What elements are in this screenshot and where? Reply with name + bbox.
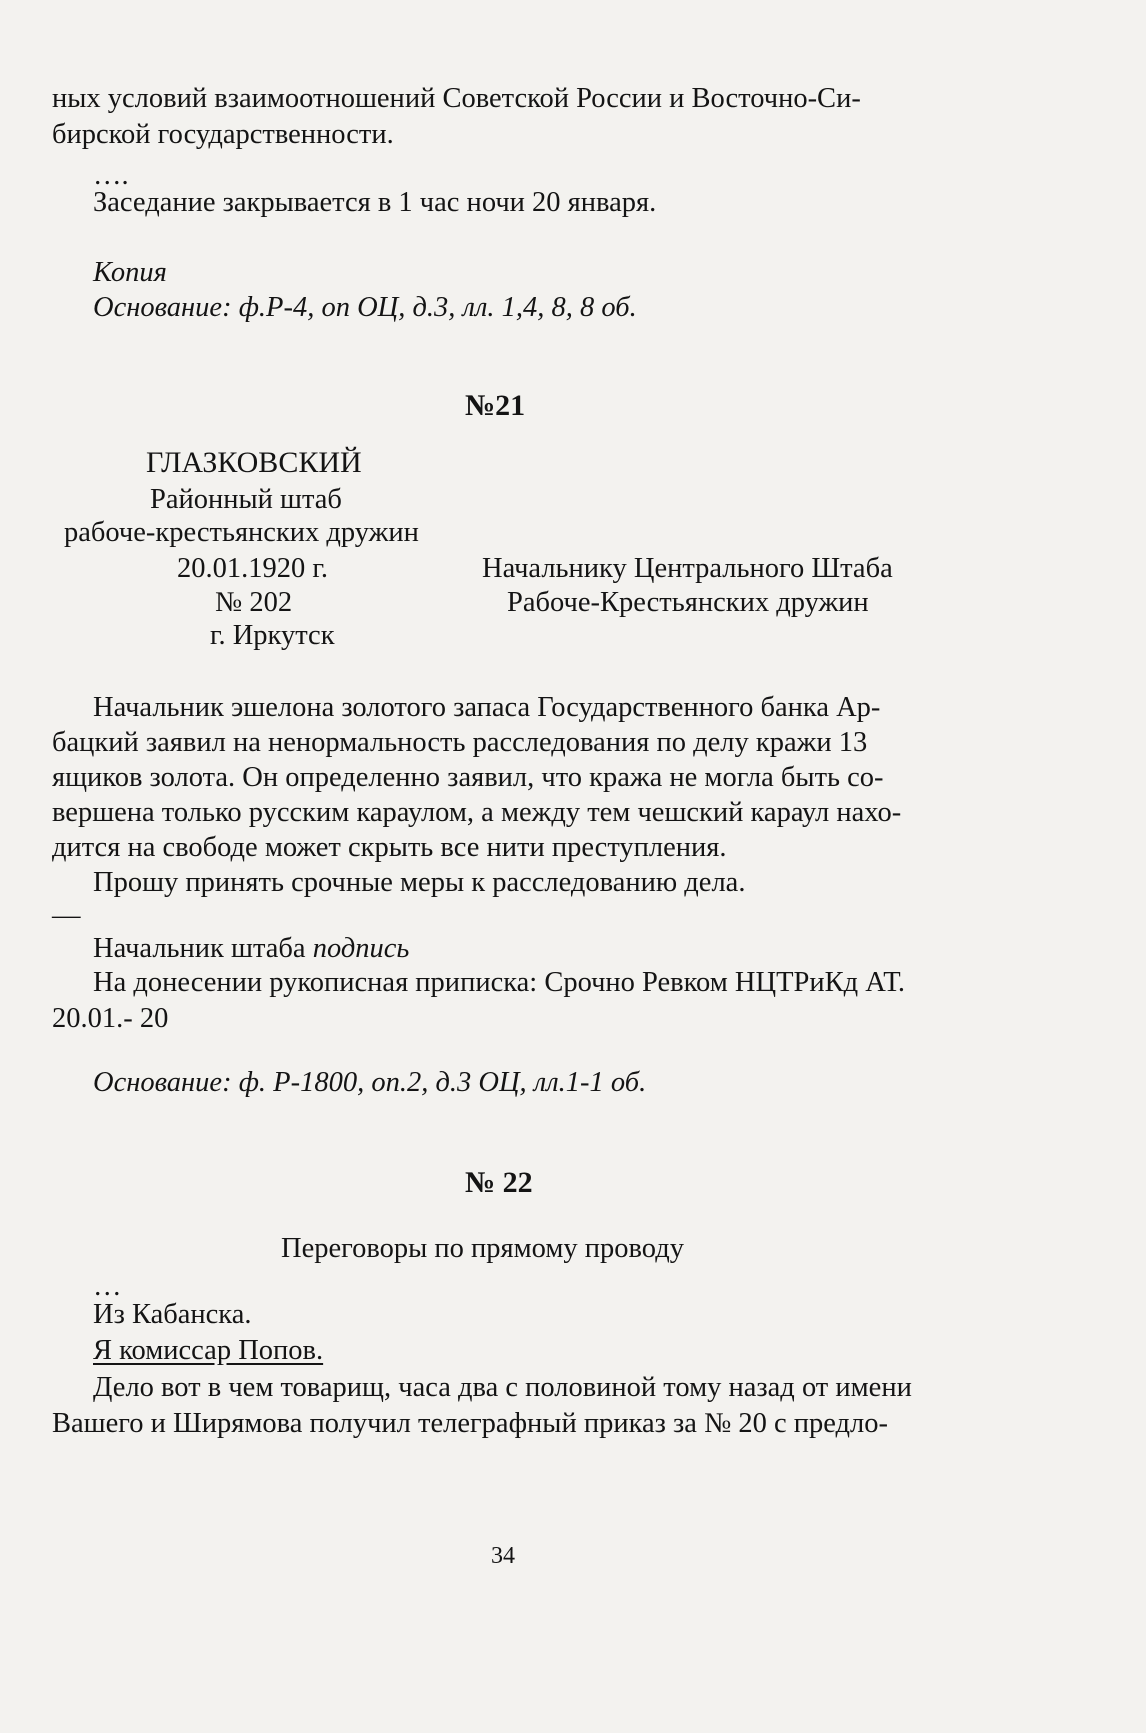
signature-mark: подпись — [312, 933, 410, 964]
org-name: ГЛАЗКОВСКИЙ — [146, 446, 362, 479]
dash: — — [52, 900, 81, 931]
body-line: ящиков золота. Он определенно заявил, что кража не могла быть со- — [52, 762, 884, 793]
body-line: Вашего и Ширямова получил телеграфный приказ за № 20 с предло- — [52, 1408, 889, 1439]
document-number-21: №21 — [465, 389, 526, 422]
body-line: вершена только русским караулом, а между тем чешский караул нахо- — [52, 797, 902, 828]
basis-note: Основание: ф. Р-1800, оп.2, д.3 ОЦ, лл.1-1 об. — [93, 1067, 647, 1098]
body-line: бацкий заявил на ненормальность расследования по делу кражи 13 — [52, 727, 868, 758]
signature-line — [93, 932, 409, 966]
addressee: Начальнику Центрального Штаба — [482, 553, 893, 584]
body-line: Дело вот в чем товарищ, часа два с половиной тому назад от имени — [93, 1372, 912, 1403]
ellipsis: … — [93, 1271, 122, 1302]
document-number-22: № 22 — [465, 1166, 533, 1199]
ellipsis: …. — [93, 160, 129, 191]
document-date: 20.01.1920 г. — [177, 553, 328, 584]
copy-label: Копия — [93, 257, 167, 288]
outgoing-number: № 202 — [215, 587, 293, 618]
document-title: Переговоры по прямому проводу — [281, 1233, 684, 1264]
page-number: 34 — [491, 1543, 515, 1569]
closing-line: Заседание закрывается в 1 час ночи 20 января. — [93, 187, 657, 218]
basis-note: Основание: ф.Р-4, оп ОЦ, д.3, лл. 1,4, 8, 8 об. — [93, 292, 637, 323]
signature-title: Начальник штаба — [93, 933, 313, 964]
org-subtitle: рабоче-крестьянских дружин — [64, 517, 419, 548]
request-line: Прошу принять срочные меры к расследованию дела. — [93, 867, 746, 898]
text-line: ных условий взаимоотношений Советской России и Восточно-Си- — [52, 83, 861, 114]
addressee: Рабоче-Крестьянских дружин — [507, 587, 869, 618]
city: г. Иркутск — [210, 620, 335, 651]
org-subtitle: Районный штаб — [150, 484, 342, 515]
body-line: Начальник эшелона золотого запаса Государственного банка Ар- — [93, 692, 881, 723]
handwritten-note: 20.01.- 20 — [52, 1003, 169, 1034]
sender-line: Из Кабанска. — [93, 1299, 252, 1330]
text-line: бирской государственности. — [52, 119, 394, 150]
handwritten-note: На донесении рукописная приписка: Срочно Ревком НЦТРиКд АТ. — [93, 967, 905, 998]
speaker-line: Я комиссар Попов. — [93, 1335, 324, 1366]
body-line: дится на свободе может скрыть все нити преступления. — [52, 832, 727, 863]
